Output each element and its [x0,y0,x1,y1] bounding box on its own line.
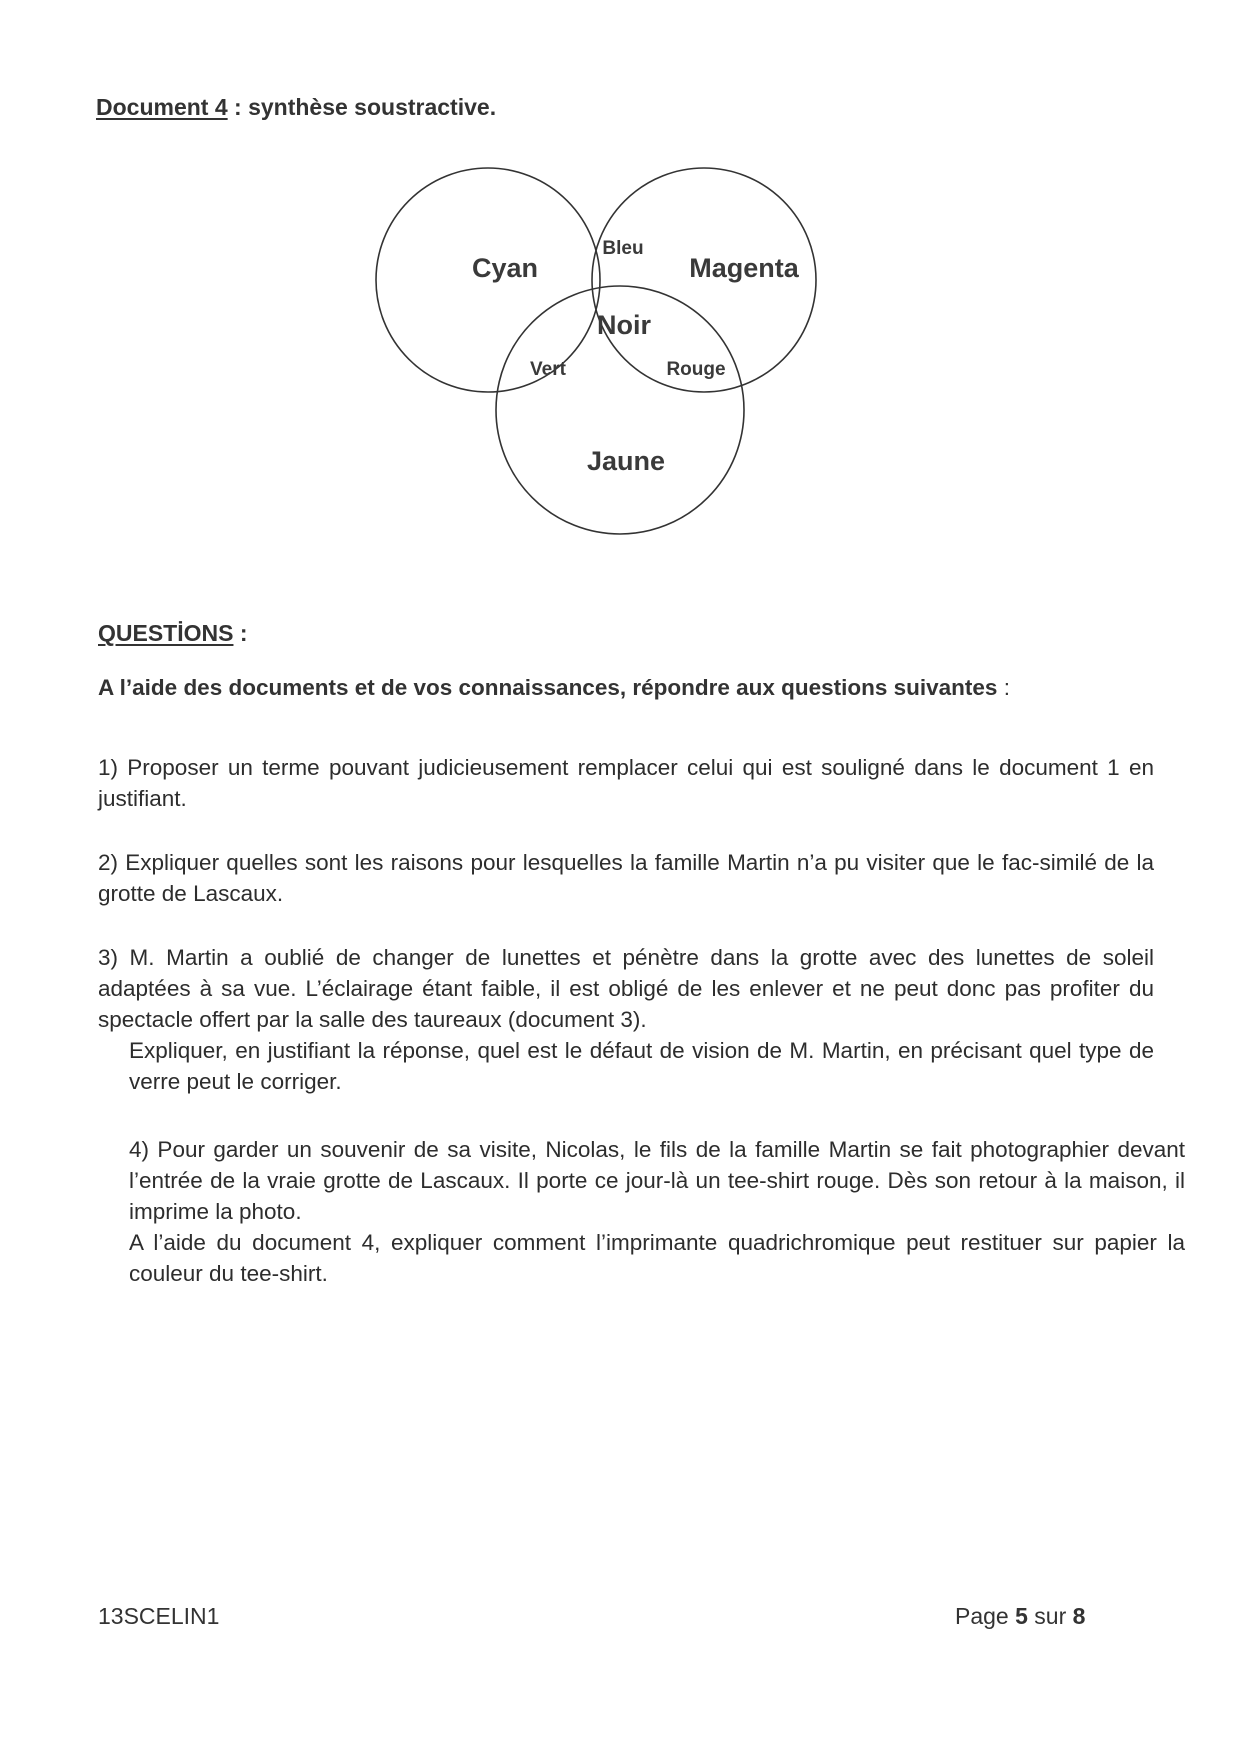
document-title: : synthèse soustractive. [227,94,497,120]
question-3-text: 3) M. Martin a oublié de changer de lunettes et pénètre dans la grotte avec des lunettes de soleil adaptées à sa vue. L’éclairage étant faible, il est obligé de les enlever et ne peut donc pas profiter du spectacle offert par la salle des taureaux (document 3). [98,945,1154,1032]
questions-heading-colon: : [233,620,248,646]
question-4-text: 4) Pour garder un souvenir de sa visite, Nicolas, le fils de la famille Martin se fait photographier devant l’entrée de la vraie grotte de Lascaux. Il porte ce jour-là un tee-shirt rouge. Dès son retour à la maison, il imprime la photo. [129,1137,1185,1224]
footer-page-total: 8 [1072,1603,1086,1629]
footer-page-current: 5 [1015,1603,1028,1629]
cyan-label: Cyan [471,253,539,283]
footer-code: 13SCELIN1 [98,1603,220,1629]
question-3 [98,942,1154,1097]
question-2 [98,847,1154,909]
footer-page-number [955,1603,1085,1630]
magenta-label: Magenta [689,253,799,283]
questions-intro-text: A l’aide des documents et de vos connaissances, répondre aux questions suivantes [98,675,998,700]
question-2-text: 2) Expliquer quelles sont les raisons pour lesquelles la famille Martin n’a pu visiter que le fac-similé de la grotte de Lascaux. [98,850,1154,906]
venn-diagram [0,0,1240,600]
questions-heading [98,620,248,647]
bleu-label: Bleu [602,238,644,259]
question-1 [98,752,1154,814]
vert-label: Vert [530,359,566,380]
questions-intro [98,675,1148,701]
document-label: Document 4 [96,94,228,120]
noir-label: Noir [597,310,651,340]
rouge-label: Rouge [666,359,726,380]
footer-page-prefix: Page [955,1603,1016,1629]
question-3-task: Expliquer, en justifiant la réponse, quel est le défaut de vision de M. Martin, en précisant quel type de verre peut le corriger. [129,1038,1154,1094]
questions-heading-label: QUESTİONS [98,620,234,646]
question-4-task: A l’aide du document 4, expliquer comment l’imprimante quadrichromique peut restituer sur papier la couleur du tee-shirt. [129,1230,1185,1286]
question-1-text: 1) Proposer un terme pouvant judicieusement remplacer celui qui est souligné dans le document 1 en justifiant. [98,755,1154,811]
question-4 [98,1134,1185,1289]
jaune-label: Jaune [586,446,666,476]
footer-page-mid: sur [1027,1603,1073,1629]
questions-intro-colon: : [997,675,1010,700]
